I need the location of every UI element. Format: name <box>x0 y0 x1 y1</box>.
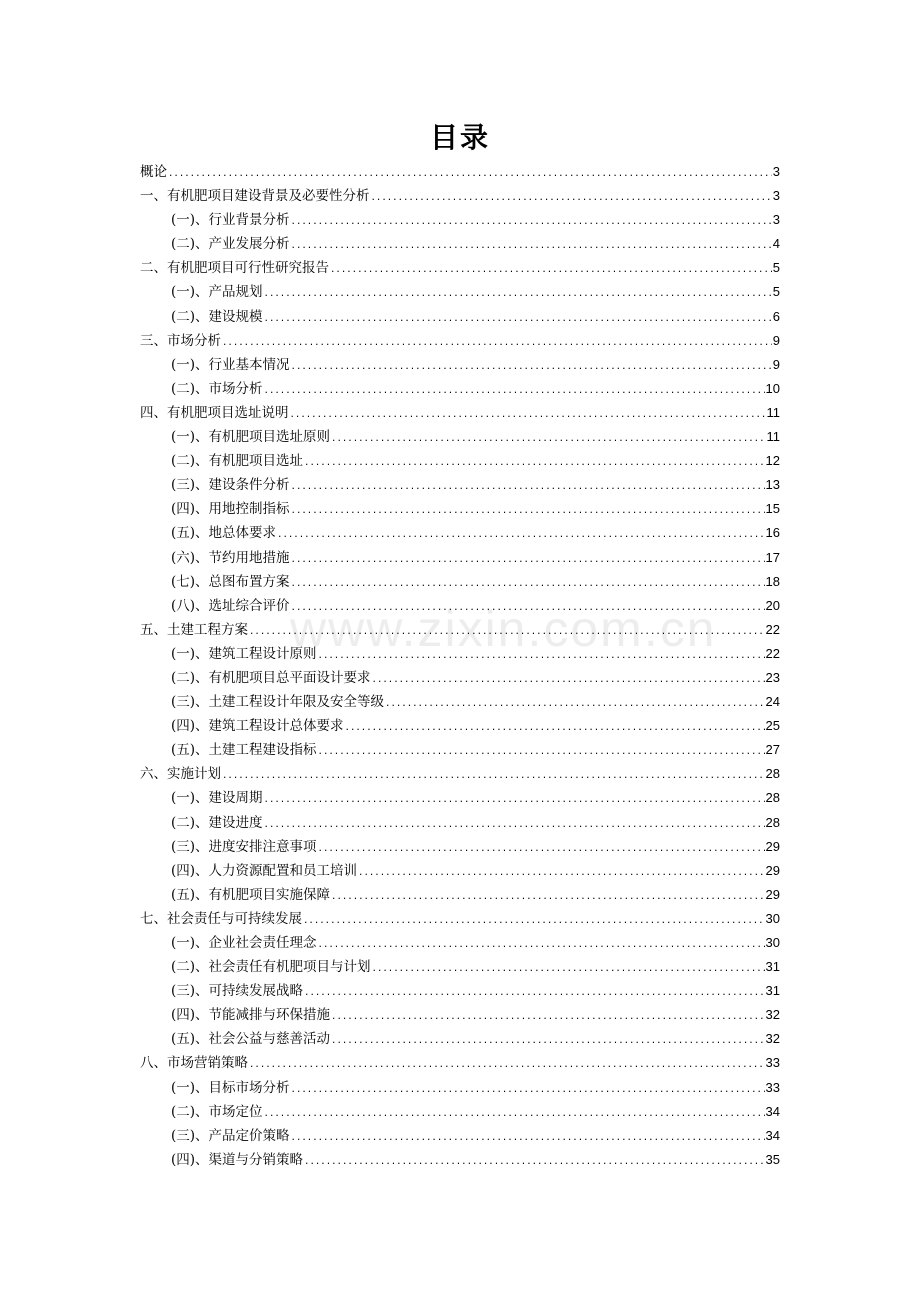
toc-entry-label: (五)、社会公益与慈善活动 <box>171 1031 331 1048</box>
toc-page-number: 28 <box>765 790 780 806</box>
toc-dot-leader <box>264 788 765 812</box>
toc-page-number: 20 <box>765 597 780 613</box>
toc-page-number: 28 <box>765 766 780 782</box>
page-title: 目录 <box>429 121 490 154</box>
toc-subsection-entry[interactable] <box>140 1124 780 1148</box>
toc-entry-label: (三)、建设条件分析 <box>171 477 290 494</box>
toc-entry-label: (二)、市场分析 <box>171 380 263 397</box>
toc-page-number: 29 <box>765 862 780 878</box>
table-of-contents <box>140 160 780 1172</box>
toc-page-number: 22 <box>765 645 780 661</box>
toc-entry-label: (一)、建设周期 <box>171 790 263 807</box>
toc-entry-label: (二)、建设规模 <box>171 308 263 325</box>
toc-dot-leader <box>345 716 765 740</box>
toc-entry-label: (二)、产业发展分析 <box>171 236 290 253</box>
toc-page-number: 30 <box>765 935 780 950</box>
toc-entry-label: 四、有机肥项目选址说明 <box>140 404 289 421</box>
toc-page-number: 6 <box>772 308 780 324</box>
toc-section-entry[interactable] <box>140 762 780 786</box>
toc-dot-leader <box>303 909 765 933</box>
toc-dot-leader <box>291 234 772 258</box>
toc-dot-leader <box>371 186 772 210</box>
toc-dot-leader <box>372 668 765 692</box>
toc-page-number: 12 <box>765 453 780 469</box>
toc-page-number: 33 <box>765 1079 780 1095</box>
toc-entry-label: (一)、行业背景分析 <box>171 212 290 229</box>
toc-section-entry[interactable] <box>140 401 780 425</box>
toc-dot-leader <box>318 933 765 957</box>
toc-section-entry[interactable] <box>140 1051 780 1075</box>
toc-dot-leader <box>291 572 765 596</box>
toc-entry-label: 五、土建工程方案 <box>140 621 248 638</box>
toc-page-number: 3 <box>772 164 780 179</box>
toc-page-number: 27 <box>765 742 780 758</box>
toc-subsection-entry[interactable] <box>140 449 780 473</box>
toc-section-entry[interactable] <box>140 256 780 280</box>
toc-subsection-entry[interactable] <box>140 690 780 714</box>
toc-dot-leader <box>264 1102 765 1126</box>
toc-dot-leader <box>330 258 772 282</box>
toc-entry-label: 二、有机肥项目可行性研究报告 <box>140 260 329 277</box>
toc-section-entry[interactable] <box>140 160 780 184</box>
toc-subsection-entry[interactable] <box>140 931 780 955</box>
toc-page-number: 25 <box>765 718 780 734</box>
toc-dot-leader <box>222 331 772 355</box>
toc-page-number: 31 <box>765 983 780 999</box>
toc-dot-leader <box>318 644 765 668</box>
toc-subsection-entry[interactable] <box>140 859 780 883</box>
toc-dot-leader <box>291 548 765 572</box>
toc-page-number: 30 <box>765 910 780 926</box>
toc-subsection-entry[interactable] <box>140 714 780 738</box>
toc-dot-leader <box>331 1005 764 1029</box>
toc-page-number: 23 <box>765 669 780 685</box>
toc-dot-leader <box>304 1150 764 1174</box>
toc-entry-label: (一)、产品规划 <box>171 284 263 301</box>
toc-subsection-entry[interactable] <box>140 570 780 594</box>
toc-entry-label: (二)、有机肥项目总平面设计要求 <box>171 669 371 686</box>
watermark: www.zixin.com.cn <box>290 601 717 657</box>
toc-page-number: 34 <box>765 1127 780 1143</box>
toc-page-number: 13 <box>765 477 780 493</box>
toc-subsection-entry[interactable] <box>140 666 780 690</box>
toc-page-number: 5 <box>772 260 780 276</box>
toc-page-number: 16 <box>765 525 780 541</box>
toc-entry-label: (五)、地总体要求 <box>171 525 277 542</box>
toc-dot-leader <box>358 861 764 885</box>
toc-section-entry[interactable] <box>140 329 780 353</box>
toc-entry-label: 六、实施计划 <box>140 766 221 783</box>
toc-dot-leader <box>291 1078 765 1102</box>
toc-dot-leader <box>264 282 772 306</box>
toc-page-number: 34 <box>765 1103 780 1119</box>
toc-subsection-entry[interactable] <box>140 208 780 232</box>
toc-subsection-entry[interactable] <box>140 835 780 859</box>
toc-page-number: 18 <box>765 573 780 589</box>
toc-entry-label: (一)、有机肥项目选址原则 <box>171 429 331 446</box>
toc-entry-label: (三)、土建工程设计年限及安全等级 <box>171 694 385 711</box>
toc-section-entry[interactable] <box>140 618 780 642</box>
toc-entry-label: (一)、企业社会责任理念 <box>171 935 317 951</box>
toc-page-number: 3 <box>772 212 780 228</box>
toc-dot-leader <box>290 403 766 427</box>
toc-subsection-entry[interactable] <box>140 811 780 835</box>
toc-entry-label: (二)、市场定位 <box>171 1103 263 1120</box>
toc-entry-label: (四)、节能减排与环保措施 <box>171 1007 331 1024</box>
toc-page-number: 29 <box>765 838 780 854</box>
toc-entry-label: (六)、节约用地措施 <box>171 549 290 566</box>
toc-entry-label: (七)、总图布置方案 <box>171 573 290 590</box>
toc-page-number: 17 <box>765 549 780 565</box>
toc-dot-leader <box>291 475 765 499</box>
toc-page-number: 32 <box>765 1031 780 1047</box>
toc-subsection-entry[interactable] <box>140 786 780 810</box>
toc-entry-label: (二)、社会责任有机肥项目与计划 <box>171 959 371 976</box>
toc-subsection-entry[interactable] <box>140 642 780 666</box>
toc-page-number: 9 <box>772 332 780 348</box>
toc-entry-label: (五)、土建工程建设指标 <box>171 742 317 759</box>
toc-entry-label: (四)、建筑工程设计总体要求 <box>171 718 344 735</box>
toc-dot-leader <box>291 1126 765 1150</box>
toc-subsection-entry[interactable] <box>140 594 780 618</box>
toc-page-number: 4 <box>772 236 780 252</box>
toc-dot-leader <box>372 957 765 981</box>
toc-subsection-entry[interactable] <box>140 1027 780 1051</box>
toc-entry-label: (三)、产品定价策略 <box>171 1127 290 1144</box>
toc-subsection-entry[interactable] <box>140 377 780 401</box>
toc-subsection-entry[interactable] <box>140 473 780 497</box>
toc-entry-label: 概论 <box>140 164 167 180</box>
toc-section-entry[interactable] <box>140 184 780 208</box>
toc-dot-leader <box>331 427 765 451</box>
toc-dot-leader <box>264 813 765 837</box>
toc-subsection-entry[interactable] <box>140 521 780 545</box>
toc-subsection-entry[interactable] <box>140 425 780 449</box>
toc-page-number: 33 <box>765 1055 780 1071</box>
toc-dot-leader <box>291 355 772 379</box>
toc-dot-leader <box>304 981 764 1005</box>
toc-subsection-entry[interactable] <box>140 546 780 570</box>
toc-subsection-entry[interactable] <box>140 1100 780 1124</box>
toc-entry-label: (八)、选址综合评价 <box>171 597 290 614</box>
toc-entry-label: 三、市场分析 <box>140 332 221 349</box>
toc-entry-label: 八、市场营销策略 <box>140 1055 248 1072</box>
toc-subsection-entry[interactable] <box>140 353 780 377</box>
toc-subsection-entry[interactable] <box>140 497 780 521</box>
toc-page-number: 11 <box>766 404 780 420</box>
toc-dot-leader <box>277 523 764 547</box>
toc-page-number: 15 <box>765 501 780 517</box>
toc-dot-leader <box>249 620 765 644</box>
toc-page-number: 32 <box>765 1007 780 1023</box>
toc-dot-leader <box>331 885 764 909</box>
toc-dot-leader <box>318 740 765 764</box>
toc-page-number: 10 <box>765 380 780 396</box>
toc-dot-leader <box>304 451 764 475</box>
toc-entry-label: (四)、用地控制指标 <box>171 501 290 518</box>
toc-entry-label: (三)、进度安排注意事项 <box>171 838 317 855</box>
toc-dot-leader <box>264 379 765 403</box>
toc-dot-leader <box>291 499 765 523</box>
toc-subsection-entry[interactable] <box>140 883 780 907</box>
toc-page-number: 22 <box>765 621 780 637</box>
toc-subsection-entry[interactable] <box>140 232 780 256</box>
toc-entry-label: (一)、目标市场分析 <box>171 1079 290 1096</box>
toc-entry-label: (四)、人力资源配置和员工培训 <box>171 862 358 879</box>
toc-dot-leader <box>291 596 765 620</box>
toc-dot-leader <box>291 210 772 234</box>
toc-subsection-entry[interactable] <box>140 280 780 304</box>
toc-dot-leader <box>168 162 772 186</box>
toc-dot-leader <box>222 764 765 788</box>
toc-page-number: 24 <box>765 694 780 710</box>
toc-entry-label: (二)、有机肥项目选址 <box>171 453 304 470</box>
toc-page-number: 11 <box>766 429 780 445</box>
toc-subsection-entry[interactable] <box>140 305 780 329</box>
toc-dot-leader <box>331 1029 764 1053</box>
toc-page-number: 35 <box>765 1151 780 1167</box>
toc-subsection-entry[interactable] <box>140 1148 780 1172</box>
toc-page-number: 28 <box>765 814 780 830</box>
toc-entry-label: (五)、有机肥项目实施保障 <box>171 886 331 903</box>
toc-subsection-entry[interactable] <box>140 1076 780 1100</box>
toc-page-number: 9 <box>772 356 780 372</box>
toc-subsection-entry[interactable] <box>140 979 780 1003</box>
toc-dot-leader <box>249 1053 765 1077</box>
toc-subsection-entry[interactable] <box>140 1003 780 1027</box>
toc-entry-label: (一)、行业基本情况 <box>171 356 290 373</box>
toc-page-number: 31 <box>765 959 780 975</box>
toc-dot-leader <box>264 307 772 331</box>
toc-dot-leader <box>385 692 764 716</box>
toc-page-number: 3 <box>772 188 780 204</box>
toc-page-number: 29 <box>765 886 780 902</box>
toc-entry-label: (四)、渠道与分销策略 <box>171 1151 304 1168</box>
toc-entry-label: (一)、建筑工程设计原则 <box>171 645 317 662</box>
toc-entry-label: 七、社会责任与可持续发展 <box>140 910 302 927</box>
toc-section-entry[interactable] <box>140 907 780 931</box>
toc-subsection-entry[interactable] <box>140 738 780 762</box>
toc-entry-label: (二)、建设进度 <box>171 814 263 831</box>
toc-entry-label: 一、有机肥项目建设背景及必要性分析 <box>140 188 370 205</box>
toc-dot-leader <box>318 837 765 861</box>
toc-entry-label: (三)、可持续发展战略 <box>171 983 304 1000</box>
toc-page-number: 5 <box>772 284 780 300</box>
toc-subsection-entry[interactable] <box>140 955 780 979</box>
